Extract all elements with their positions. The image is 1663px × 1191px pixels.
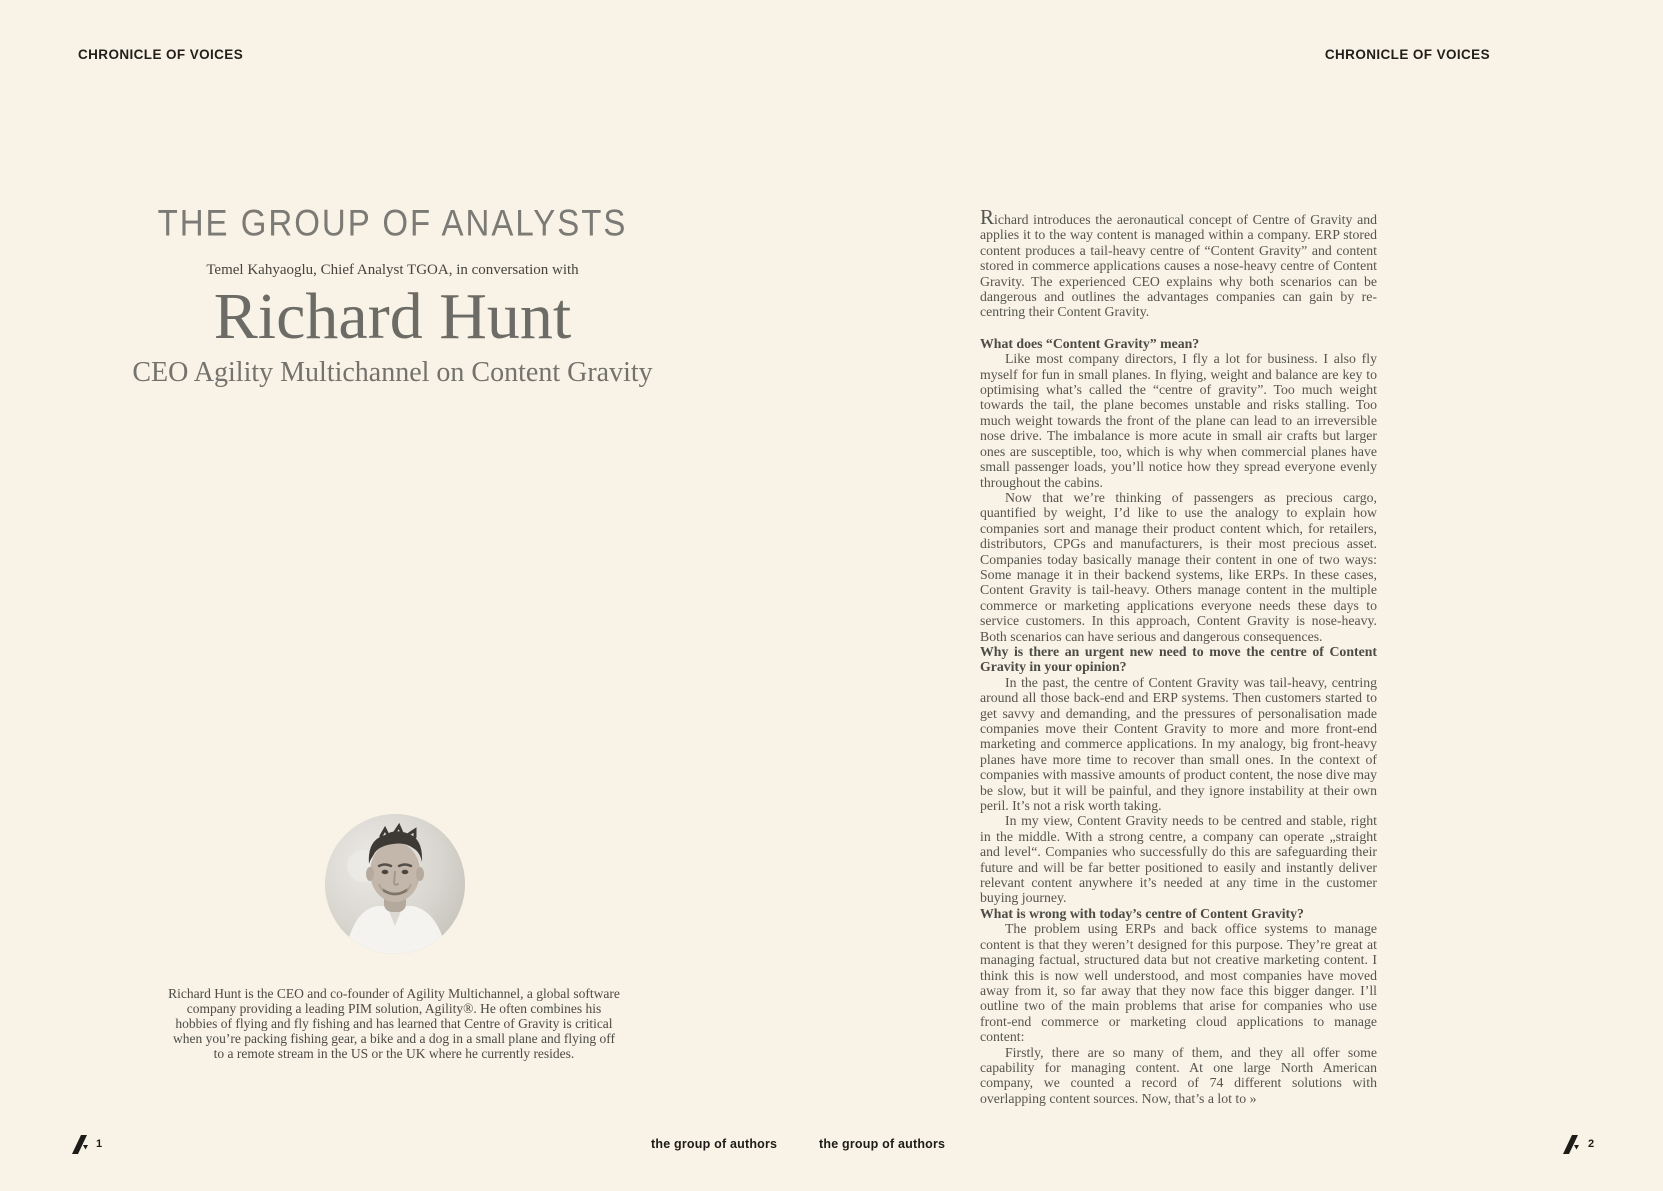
page-number-left: 1 (96, 1138, 103, 1150)
running-footer-right: the group of authors (819, 1137, 946, 1151)
question-2: Why is there an urgent new need to move the centre of Content Gravity in your opinion? (980, 643, 1377, 675)
publisher-logo-icon (72, 1135, 89, 1154)
running-header-left: CHRONICLE OF VOICES (78, 47, 244, 62)
interviewee-name: Richard Hunt (213, 280, 572, 353)
running-header-right: CHRONICLE OF VOICES (1324, 47, 1490, 62)
intro-paragraph (980, 205, 1377, 320)
answer-1-paragraph-2: Now that we’re thinking of passengers as precious cargo, quantified by weight, I’d like to use the analogy to explain how companies sort and manage their product content which, for retailers, distributors, CPGs and manufacturers, is their most precious asset. Companies today basically manage their content in one of two ways: Some manage it in their backend systems, like ERPs. In these cases, Content Gravity is tail-heavy. Others manage content in the multiple commerce or marketing applications everyone needs these days to service customers. In this approach, Content Gravity is nose-heavy. Both scenarios can have serious and dangerous consequences. (980, 489, 1377, 644)
answer-3-paragraph-1: The problem using ERPs and back office systems to manage content is that they weren’t designed for this purpose. They’re great at managing factual, structured data but not creative marketing content. I think this is now well understood, and most companies have moved away from it, so far away that they now face this bigger danger. I’ll outline two of the main problems that arise for companies who use front-end commerce or marketing cloud applications to manage content: (980, 921, 1377, 1045)
portrait-photo (325, 814, 465, 954)
interview-body (980, 205, 1377, 1106)
portrait-illustration (325, 814, 465, 954)
question-1: What does “Content Gravity” mean? (980, 335, 1200, 351)
answer-1-paragraph-1: Like most company directors, I fly a lot for business. I also fly myself for fun in small planes. In flying, weight and balance are key to optimising what’s called the “centre of gravity”. Too much weight towards the tail, the plane becomes unstable and risks stalling. Too much weight towards the front of the plane can lead to an irreversible nose drive. The imbalance is more acute in small air crafts but larger ones are susceptible, too, which is why when commercial planes have small passenger loads, you’ll notice how they spread everyone evenly throughout the cabins. (980, 351, 1377, 490)
publisher-logo-icon-right (1563, 1135, 1580, 1154)
intro-text: ichard introduces the aeronautical concept of Centre of Gravity and applies it to the way content is managed within a company. ERP stored content produces a tail-heavy centre of “Content Gravity” and content stored in commerce applications causes a nose-heavy centre of Content Gravity. The experienced CEO explains why both scenarios can be dangerous and outlines the advantages companies can gain by re-centring their Content Gravity. (980, 212, 1377, 320)
conversation-line: Temel Kahyaoglu, Chief Analyst TGOA, in conversation with (206, 262, 579, 278)
answer-2-paragraph-1: In the past, the centre of Content Gravity was tail-heavy, centring around all those back-end and ERP systems. Then customers started to get savvy and demanding, and the pressures of personalisation made companies move their Content Gravity to more and more front-end marketing and commerce applications. In my analogy, big front-heavy planes have more time to recover than small ones. In the context of companies with massive amounts of product content, the nose dive may be slow, but it will be painful, and they ignore instability at their own peril. It’s not a risk worth taking. (980, 674, 1377, 814)
question-3: What is wrong with today’s centre of Content Gravity? (980, 905, 1304, 921)
drop-cap: R (980, 205, 995, 229)
photo-caption: Richard Hunt is the CEO and co-founder of Agility Multichannel, a global software company providing a leading PIM solution, Agility®. He often combines his hobbies of flying and fly fishing and has learned that Centre of Gravity is critical when you’re packing fishing gear, a bike and a dog in a small plane and flying off to a remote stream in the US or the UK where he currently resides. (168, 986, 620, 1061)
page-number-right: 2 (1588, 1138, 1595, 1150)
running-footer-left: the group of authors (651, 1137, 778, 1151)
interviewee-role: CEO Agility Multichannel on Content Gravity (132, 357, 653, 388)
kicker-title: THE GROUP OF ANALYSTS (157, 202, 628, 244)
answer-3-paragraph-2: Firstly, there are so many of them, and they all offer some capability for managing content. At one large North American company, we counted a record of 74 different solutions with overlapping content sources. Now, that’s a lot to » (980, 1044, 1377, 1106)
answer-2-paragraph-2: In my view, Content Gravity needs to be centred and stable, right in the middle. With a strong centre, a company can operate „straight and level“. Companies who successfully do this are safeguarding their future and will be far better positioned to easily and instantly deliver relevant content anywhere it’s needed at any time in the customer buying journey. (980, 813, 1377, 906)
